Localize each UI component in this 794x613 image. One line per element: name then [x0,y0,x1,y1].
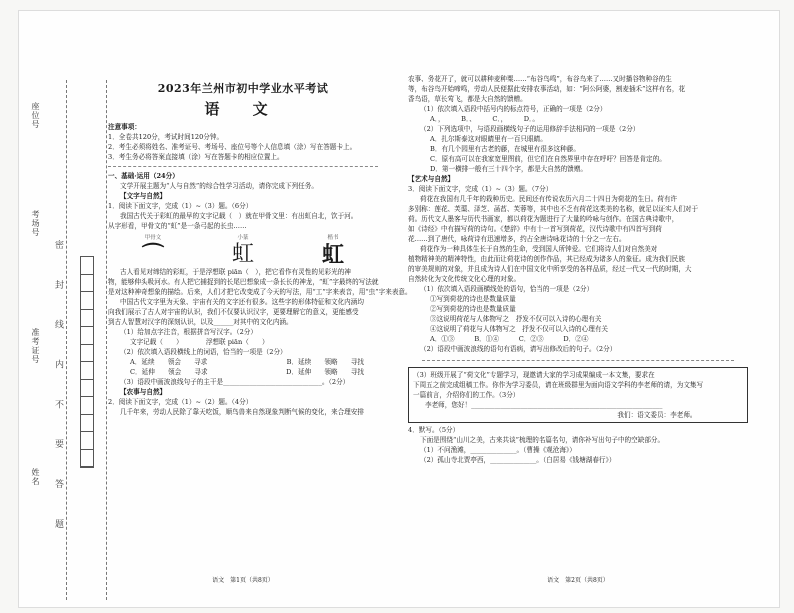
page-2 [408,0,748,596]
paragraph-line: 古人看见对缔结的彩虹，于是浮想联 piān（ ），把它看作有灵性的见彩光的神 [120,268,351,276]
paragraph-line: 植物精神美的精神特性，由此而让荷花诗的创作作品，其已经成为诸多人的象征。成为我们民族 [408,255,685,263]
glyph-evolution [108,233,378,267]
options-row[interactable]: A．， B．、 C．， D．。 [430,115,539,123]
subject-title: 语 文 [204,100,282,118]
binding-margin [22,80,114,600]
glyph-label: 甲骨文 [144,235,162,241]
label-name: 姓名 [31,468,40,486]
question-3: 3．阅读下面文字，完成（1）~（3）题。（7分） [408,185,553,193]
glyph-label: 楷书 [327,235,339,241]
subquestion: （1）依次填入语段画横线处的语句，恰当的一项是（2分） [420,285,594,293]
activity-intro: 文学开展主题为“人与自然”的综合性学习活动，请你完成下列任务。 [120,182,318,190]
paragraph-line: 如《诗经》中有描写荷的诗句。《楚辞》中有十一首写到荷花，汉代诗歌中有四首写到荷 [408,225,662,233]
choice-item: ①写到荷花的诗也是数量质量 [430,295,516,303]
fill-blank[interactable]: （1）不问渔滩，______________。（曹操《观沧海》） [420,446,576,454]
theme-heading: 【艺术与自然】 [408,175,455,183]
paragraph-line: 花……到了唐代，咏荷诗有迅速增多，约占全唐诗咏花诗的十分之一左右。 [408,235,626,243]
paragraph-line: 荷花在我国有几千年的栽种历史。民间还有传说农历六月二十四日为荷花的生日。荷有许 [420,195,678,203]
seal-line-text: 密 封 线 内 不 要 答 题 [53,240,63,543]
option-c[interactable]: C．延伸 领会 寻求 [130,368,208,376]
paragraph-line: 中国古代文字里为天象、宇宙有关的文字还有很多。这些字的形体特征和文化内涵均 [120,298,364,306]
label-exam-no: 考场号 [31,210,40,237]
label-exam-id: 准考证号 [31,328,40,364]
paragraph-line: 农事、务花开了，就可以耕种麦种粟……“布谷鸟鸣”，布谷鸟来了……又时播谷物种谷的生 [408,75,672,83]
choice-item: ②写到荷花的诗也是数量质量 [430,305,516,313]
choice-item: ④这说明了荷花与人体物写之 抒发不仅可以入诗的心理有关 [430,325,609,333]
question-4: 4．默写。（5分） [408,426,460,434]
glyph-char: 虹 [321,242,344,268]
signature-line: 我们：语文委员：李老师。 [413,411,697,419]
fill-blank[interactable]: （2）孤山寺北贾亭西，______________。（白居易《钱塘湖春行》） [420,456,616,464]
seal-line-outer [106,80,107,600]
paragraph-line: 一篇前言，介绍你们的工作。（3分） [413,391,520,399]
option-a[interactable]: A．扎尔斯泰这对眼睛里有一百只眼睛。 [430,135,547,143]
subquestion: （2）依次填入语段横线上的词语，恰当的一项是（2分） [120,348,287,356]
option-b[interactable]: B．有几个园里有古老的藤，在城里有很多这种藤。 [430,145,580,153]
choice-item: ③这说明荷花与人体物写之 抒发不仅可以入诗的心理有关 [430,315,602,323]
question-2: 2．阅读下面文字，完成（1）~（2）题。（4分） [108,398,253,406]
subquestion: （2）下列选项中，与语段画横线句子的运用修辞手法相同的一项是（2分） [420,125,640,133]
subquestion: （1）依次填入语段中括号内的标点符号，正确的一项是（2分） [420,105,607,113]
glyph-char: ⌒ [141,242,164,268]
subquestion: （3）语段中画波浪线句子的主干是______________________________。（2分） [120,378,350,386]
paragraph-line: 荷。历代文人墨客与历代书画家，都以荷花为题进行了大量的吟咏与创作。在国古典诗歌中， [408,215,679,223]
paragraph-line: 我国古代关于彩虹的最早的文字记载（ ）就在甲骨文里：有出虹自北，饮于河。 [120,212,358,220]
options-row [108,367,378,377]
option-b[interactable]: B．延续 领略 寻找 [286,358,364,366]
paragraph-line: 香鸟语，草长莺飞，都是大自然的馈赠。 [408,95,527,103]
exam-title: 2023年兰州市初中学业水平考试 [157,82,329,95]
notice-3: 3．考生务必将答案直接填（涂）写在答题卡的相应位置上。 [108,153,284,161]
paragraph-line: 向我们展示了古人对宇宙的认识，我们不仅要认识汉字，更要理解它的意义，更能感受 [108,308,359,316]
paragraph-line: 下面是围绕“山川之美，古来共谈”梳理的名篇名句，请你补写出句子中的空缺部分。 [420,436,665,444]
paragraph-line: 下周五之前完成组稿工作。你作为学习委员，请在班级群里为面向语文学科的李老师的请，为文集写 [413,381,704,389]
glyph-label: 小篆 [237,235,249,241]
paragraph-line: 多别称：莲花、芙蕖、泽芝、菡萏、芙蓉等，其中也不乏有荷花这类美的名称，就足以证实人们对于 [408,205,699,213]
options-row [108,357,378,367]
option-c[interactable]: C．原有高可以在我家宽里图前，但它们在自然界里中存在呼吁？回答是肯定的。 [430,155,666,163]
page-footer: 语文 第2页（共8页） [547,577,609,584]
label-seat: 座位号 [31,102,40,129]
theme-heading: 【文字与自然】 [120,192,167,200]
paragraph-line: 几千年来，劳动人民除了靠天吃饭，顺鸟兽来自然现象判断气候的变化，来合理安排 [120,408,364,416]
theme-heading: 【农事与自然】 [120,388,167,396]
notice-title: 注意事项： [108,123,141,131]
paragraph-line: 物，能够伸头吸河水。有人把它捕捉到的长尾巴想象成一条长长的神龙，“虹”字最终的写法就 [108,278,379,286]
notice-2: 2．考生必须将姓名、准考证号、考场号、座位号等个人信息填（涂）写在答题卡上。 [108,143,357,151]
question-1: 1．阅读下面文字，完成（1）~（3）题。（6分） [108,202,253,210]
seal-line [66,80,67,600]
options-row[interactable]: A．①③ B．①④ C．②③ D．②④ [430,335,589,343]
paragraph-line: 自然转化为文化传统文化心理的对象。 [408,275,521,283]
divider [108,166,378,167]
paragraph-line: 是对这种神奇想象的描绘。后来，人们才把它改变成了今天的写法，用“工”字来表音，用“虫”字来表意。 [108,288,412,296]
task-box [408,367,748,423]
glyph-oracle [142,233,164,267]
option-d[interactable]: D．延伸 领略 寻找 [286,368,364,376]
page-footer: 语文 第1页（共8页） [212,577,274,584]
paragraph-line: 到古人智慧对汉字的深刻认识，以及______对其中的文化内涵。 [108,318,293,326]
glyph-seal [232,233,254,267]
subquestion: （1）给加点字注音，根据拼音写汉字。（2分） [120,328,257,336]
exam-id-grid [80,256,94,468]
glyph-char: 虹 [231,242,254,267]
option-a[interactable]: A．延续 领会 寻求 [130,358,208,366]
answer-blank[interactable]: 文字记载（ ） 浮想联 piān（ ） [130,338,269,346]
paragraph-line: 荷花作为一种具体生长于自然的生命，受到国人所钟爱。它们将诗人们对自然美对 [420,245,658,253]
paragraph-line: 等，布谷鸟开始啼鸣，劳动人民便据此安排农事活动，如：“阿公阿婆，割麦插禾”这样有名，花 [408,85,686,93]
subquestion: （3）班级开展了“荷文化”专题学习，现邀请大家的学习成果编成一本文集，要求在 [413,371,655,379]
notice-1: 1．全卷共120分，考试时间120分钟。 [108,133,224,141]
answer-line[interactable] [422,360,734,361]
option-d[interactable]: D．第一横排一般有三十四个字，都是大自然的馈赠。 [430,165,587,173]
page-1 [108,0,412,596]
answer-blank[interactable]: 李老师，您好！__________________________________________________________ [425,401,663,409]
section-title: 一、基础·运用（24分） [108,172,179,180]
paragraph-line: 的审美规则的对象，并且成为诗人们在中国文化中所享受的各样品质，经过一代又一代的时期，大 [408,265,692,273]
glyph-regular [322,233,344,267]
subquestion: （2）语段中画波浪线的语句有语病，请写出修改后的句子。（2分） [420,345,617,353]
paragraph-line: 从字形看，甲骨文的“虹”是一条弓起的长虫…… [108,222,247,230]
